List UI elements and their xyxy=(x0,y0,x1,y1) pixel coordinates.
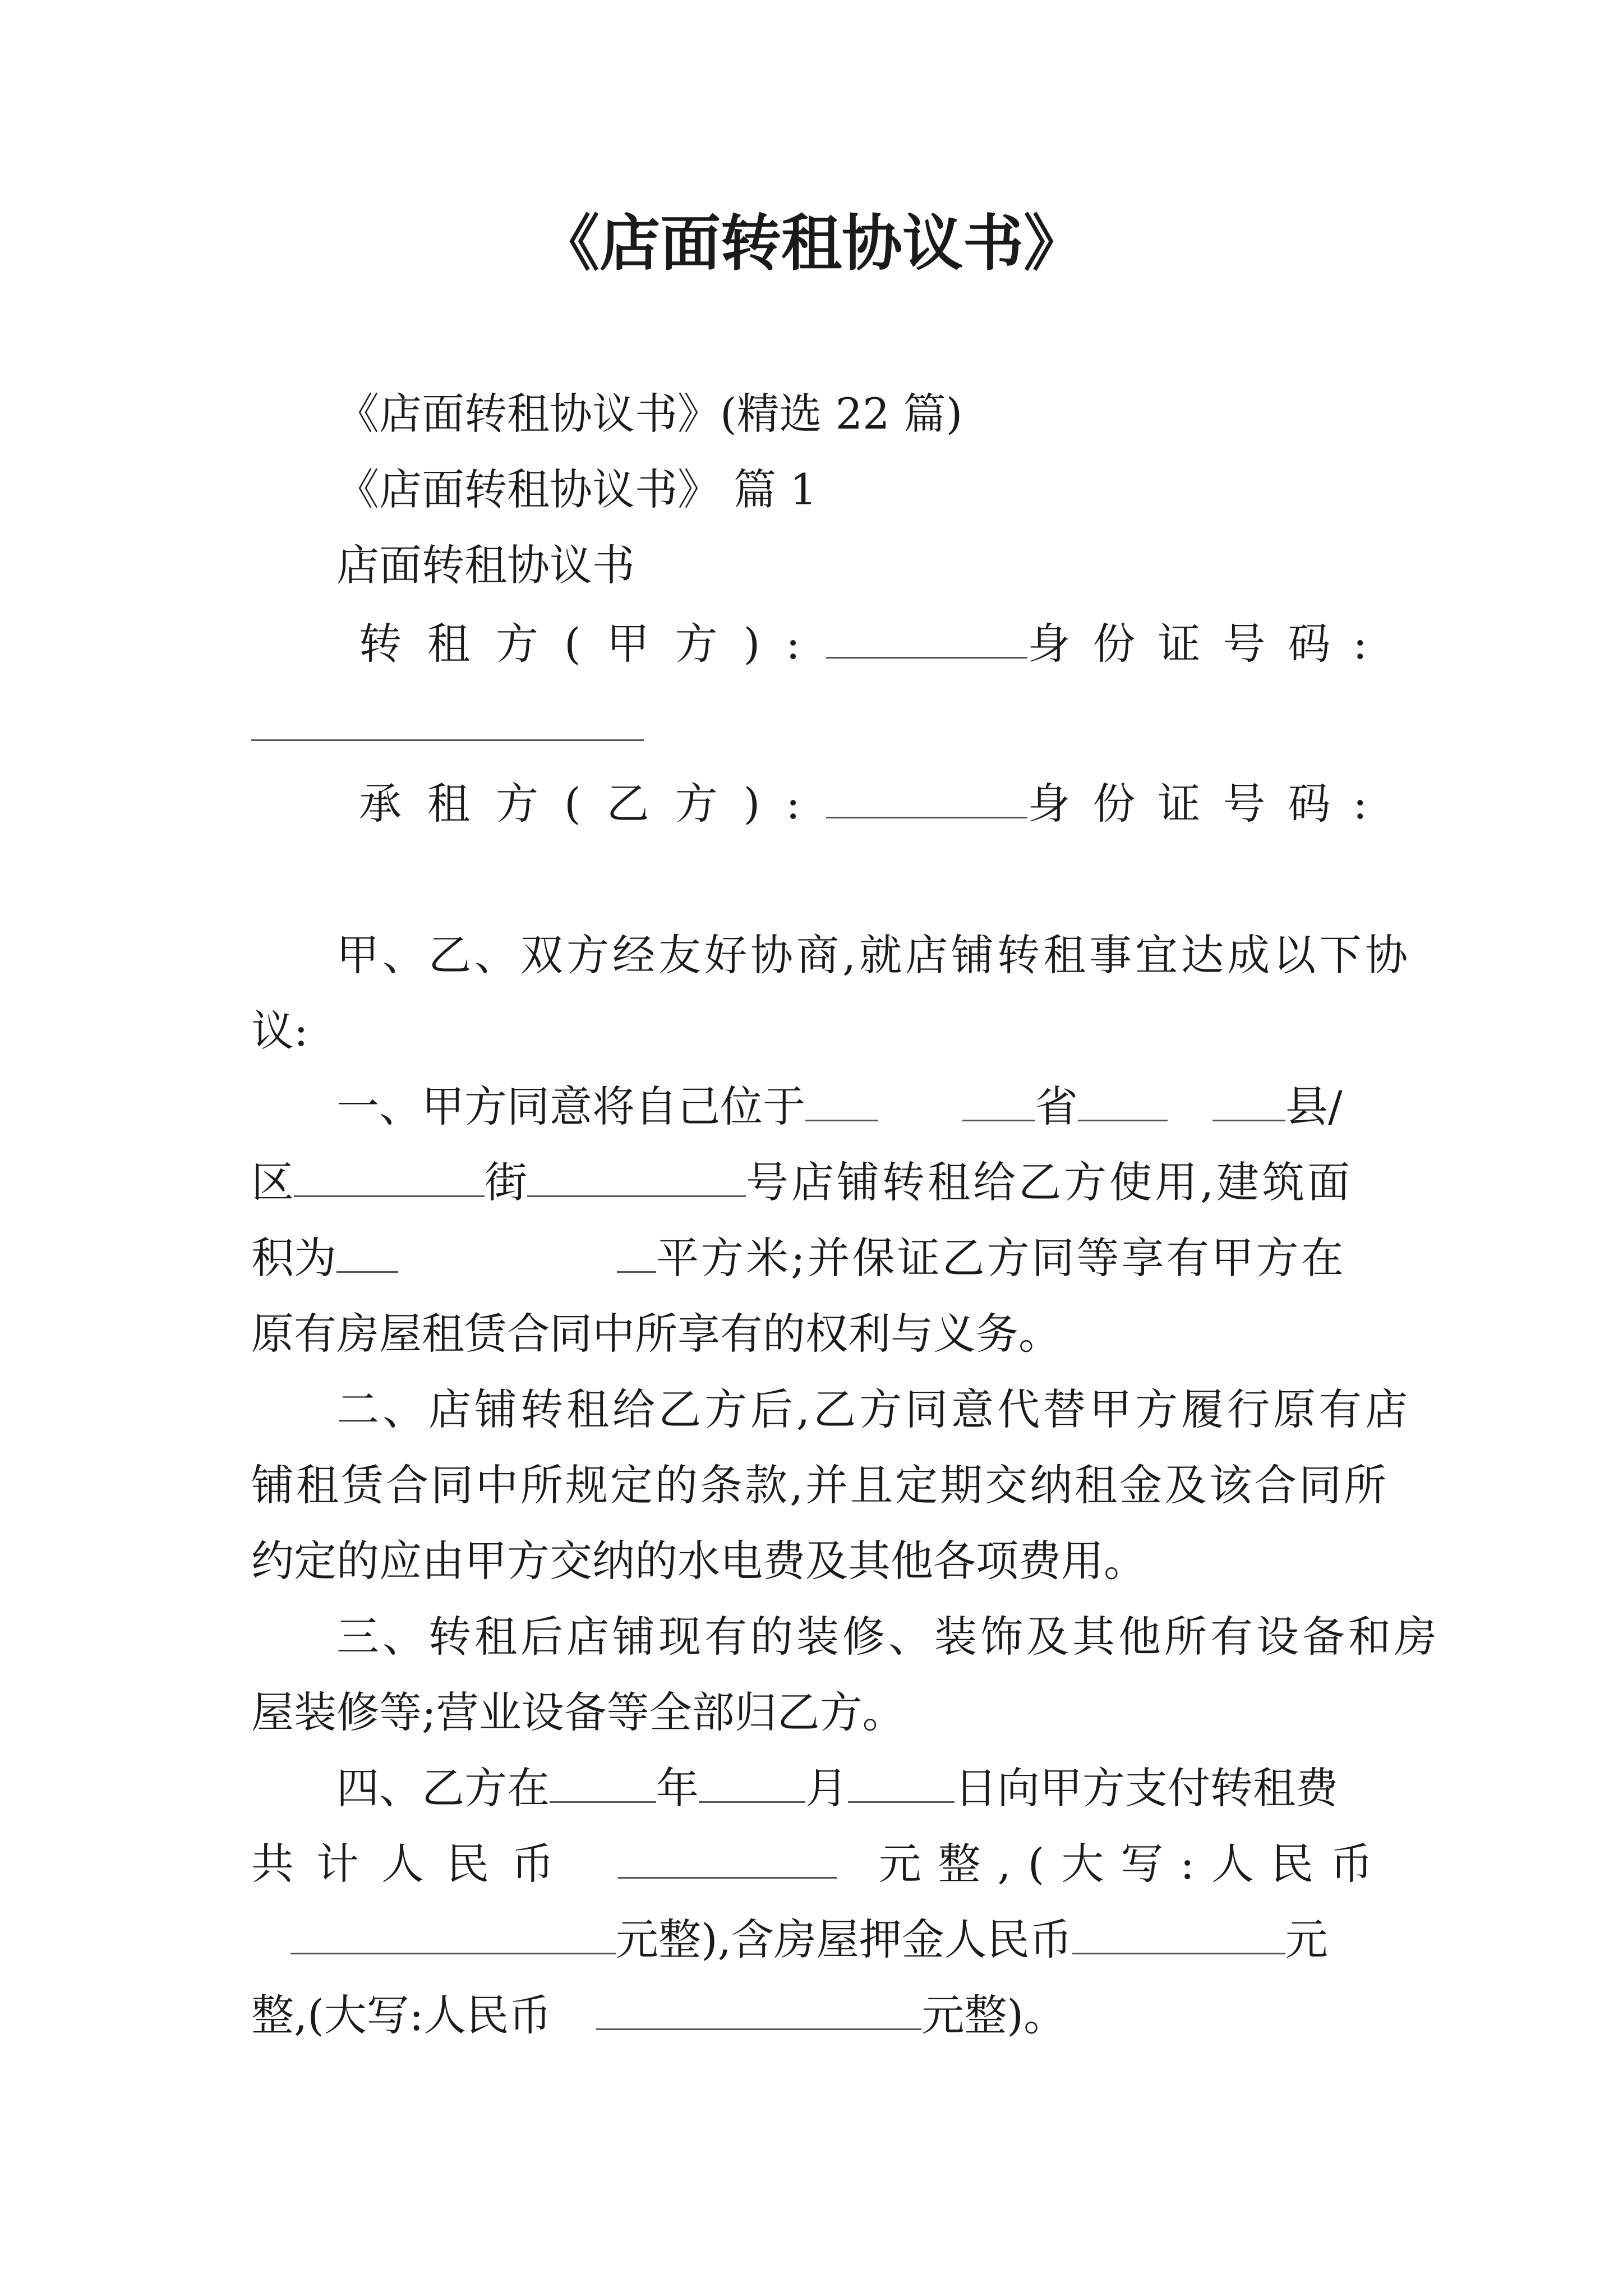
party-a-name-blank xyxy=(826,618,1027,659)
clause-1-text-area: 积为 xyxy=(251,1233,336,1283)
clause-4-row-3 xyxy=(291,1913,1328,1967)
clause-4-blank-day xyxy=(848,1762,955,1803)
clause-4-text-year: 年 xyxy=(656,1763,699,1813)
clause-4-blank-deposit xyxy=(1072,1913,1285,1954)
clause-4-row-1 xyxy=(336,1761,1338,1815)
clause-4-text-day: 日向甲方支付转租费 xyxy=(955,1763,1338,1813)
clause-2-line-3: 约定的应由甲方交纳的水电费及其他各项费用。 xyxy=(251,1536,1146,1586)
party-b-id-label: 身份证号码: xyxy=(1027,779,1390,829)
clause-2-line-1: 二、店铺转租给乙方后,乙方同意代替甲方履行原有店 xyxy=(336,1384,1412,1434)
party-a-label: 转租方(甲方): xyxy=(359,619,826,669)
party-a-row xyxy=(359,617,1390,671)
clause-4-text-intro: 四、乙方在 xyxy=(336,1763,550,1813)
party-b-name-blank xyxy=(826,777,1027,818)
clause-1-blank-location-a xyxy=(805,1080,878,1121)
clause-3-line-1: 三、转租后店铺现有的装修、装饰及其他所有设备和房 xyxy=(336,1612,1440,1662)
clause-4-blank-year xyxy=(550,1762,656,1803)
clause-4-text-deposit-caps: 整,(大写:人民币 xyxy=(251,1990,552,2040)
party-b-label: 承租方(乙方): xyxy=(359,779,826,829)
clause-1-blank-street xyxy=(527,1156,746,1197)
clause-4-text-total-caps: 元整,(大写:人民币 xyxy=(878,1839,1390,1889)
clause-2-line-2: 铺租赁合同中所规定的条款,并且定期交纳租金及该合同所 xyxy=(251,1460,1389,1510)
clause-1-text-county: 县/ xyxy=(1285,1082,1343,1131)
clause-4-text-deposit: 元整),含房屋押金人民币 xyxy=(616,1915,1072,1964)
subtitle: 《店面转租协议书》(精选 22 篇) xyxy=(336,389,963,439)
clause-1-blank-province xyxy=(962,1080,1035,1121)
clause-1-row-3 xyxy=(251,1231,1346,1285)
clause-1-text-street: 街 xyxy=(485,1157,527,1207)
clause-1-row-2 xyxy=(251,1156,1353,1209)
clause-3-line-2: 屋装修等;营业设备等全部归乙方。 xyxy=(251,1687,905,1737)
clause-4-blank-deposit-caps xyxy=(596,1989,921,2030)
clause-4-text-month: 月 xyxy=(805,1763,848,1813)
clause-4-blank-total xyxy=(618,1838,837,1879)
clause-1-blank-county-a xyxy=(1078,1080,1168,1121)
clause-4-text-total: 共计人民币 xyxy=(251,1839,577,1889)
clause-1-text-district: 区 xyxy=(251,1157,294,1207)
clause-1-text-a: 一、甲方同意将自己位于 xyxy=(336,1082,805,1131)
intro-line-2: 议: xyxy=(251,1006,308,1056)
party-b-row xyxy=(359,777,1390,831)
clause-1-blank-county-b xyxy=(1212,1080,1285,1121)
clause-1-row-1 xyxy=(336,1080,1343,1134)
document-title: 《店面转租协议书》 xyxy=(538,209,1084,279)
clause-1-blank-district xyxy=(294,1156,485,1197)
clause-4-row-2 xyxy=(251,1837,1390,1891)
clause-4-blank-total-caps xyxy=(291,1913,616,1954)
party-a-id-label: 身份证号码: xyxy=(1027,619,1390,669)
clause-1-row-4: 原有房屋租赁合同中所享有的权利与义务。 xyxy=(251,1309,1061,1359)
clause-4-row-4 xyxy=(251,1989,1066,2042)
clause-4-blank-month xyxy=(699,1762,805,1803)
party-a-id-blank xyxy=(251,739,644,741)
clause-1-blank-area-b xyxy=(617,1232,656,1273)
clause-4-text-end: 元整)。 xyxy=(921,1990,1067,2040)
clause-1-blank-area-a xyxy=(336,1232,398,1273)
clause-1-text-province: 省 xyxy=(1035,1082,1078,1131)
agreement-name: 店面转租协议书 xyxy=(336,540,635,590)
section-heading: 《店面转租协议书》 篇 1 xyxy=(336,464,817,514)
clause-4-text-yuan: 元 xyxy=(1285,1915,1328,1964)
clause-1-text-sqm: 平方米;并保证乙方同等享有甲方在 xyxy=(656,1233,1346,1283)
clause-1-text-number: 号店铺转租给乙方使用,建筑面 xyxy=(746,1157,1353,1207)
intro-line-1: 甲、乙、双方经友好协商,就店铺转租事宜达成以下协 xyxy=(336,930,1412,980)
